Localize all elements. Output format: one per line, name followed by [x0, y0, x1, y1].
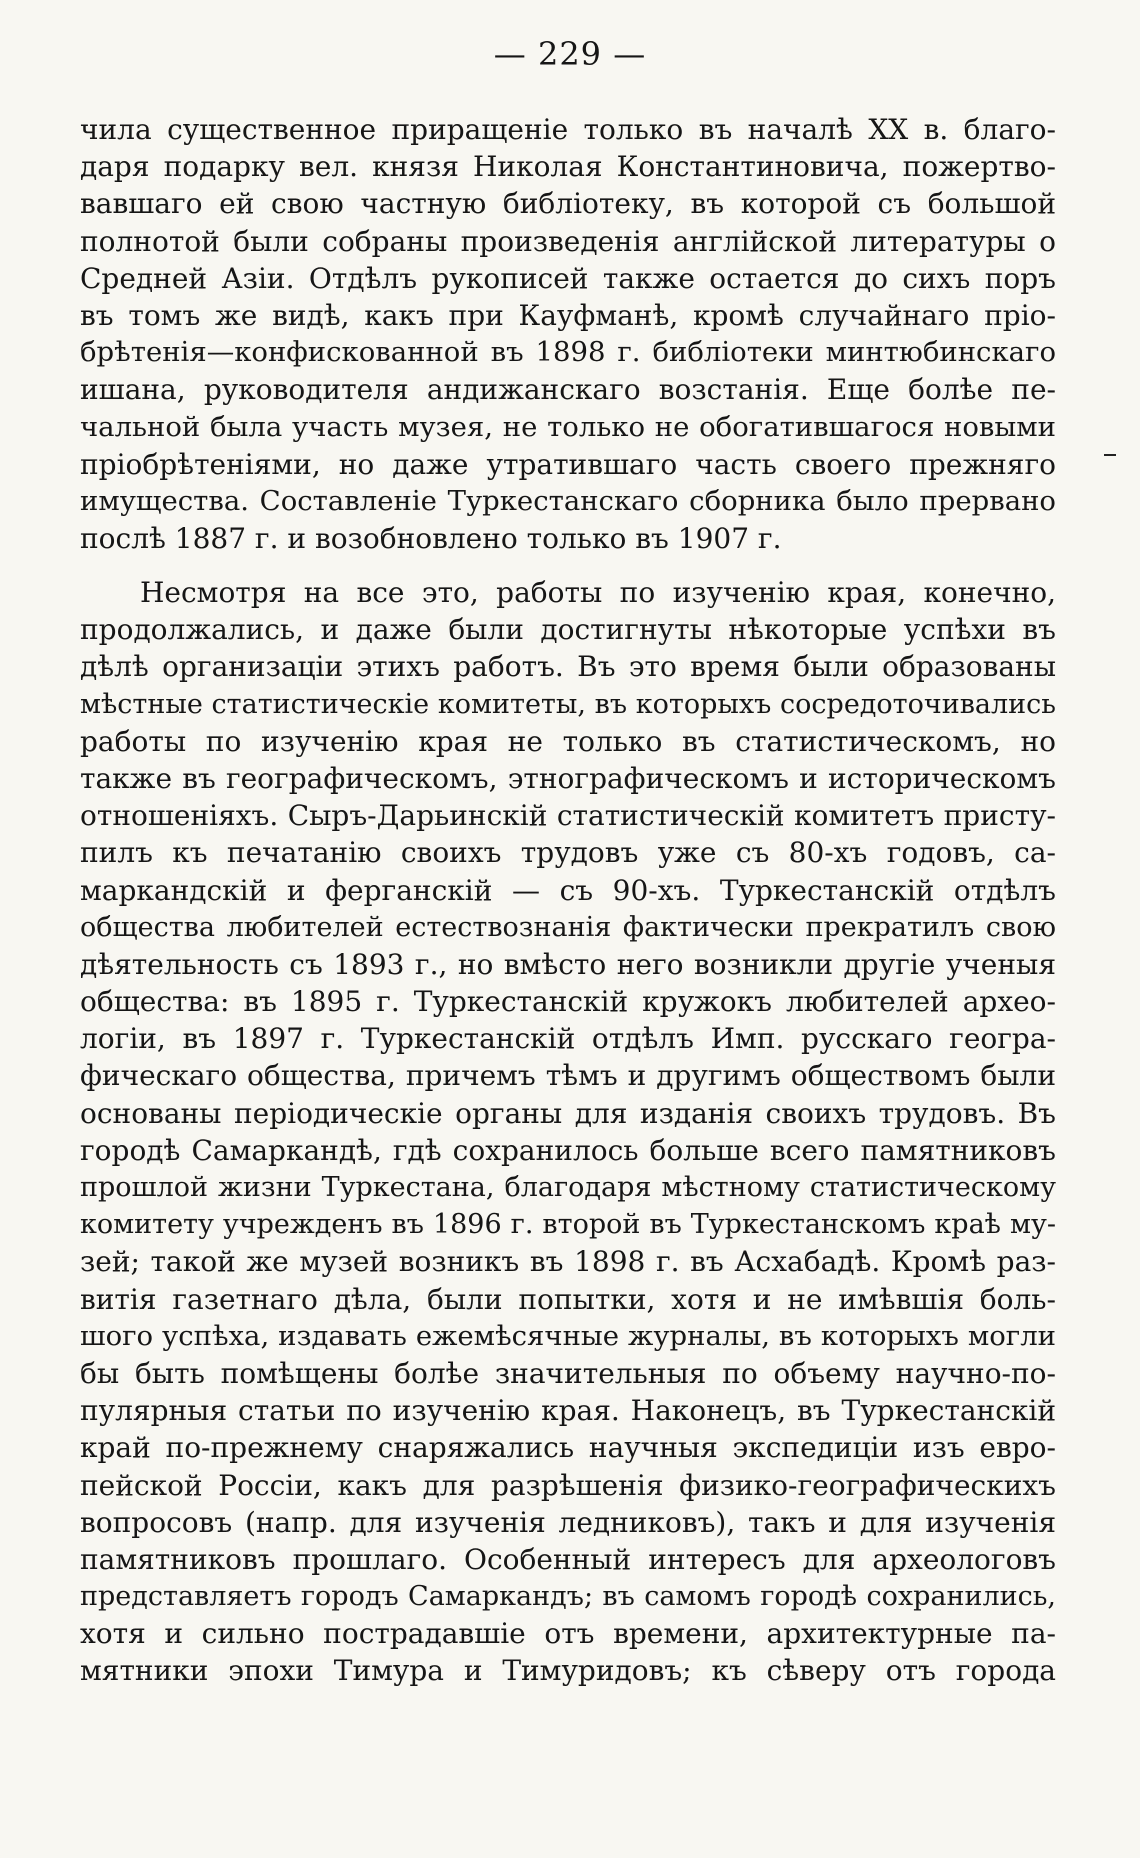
text-line: Несмотря на все это, работы по изученію края, конечно, — [140, 576, 1056, 609]
text-line: зей; такой же музей возникъ въ 1898 г. въ Асхабадѣ. Кромѣ раз- — [80, 1245, 1056, 1279]
text-line: дѣятельность съ 1893 г., но вмѣсто него возникли другіе ученыя — [80, 947, 1056, 981]
text-line: пулярныя статьи по изученію края. Наконецъ, въ Туркестанскій — [80, 1394, 1056, 1428]
text-line: пріобрѣтеніями, но даже утратившаго часть своего прежняго — [80, 447, 1056, 481]
text-line: край по-прежнему снаряжались научныя экспедиціи изъ евро- — [80, 1431, 1056, 1465]
text-line: мятники эпохи Тимура и Тимуридовъ; къ сѣверу отъ города — [80, 1654, 1056, 1688]
text-line: продолжались, и даже были достигнуты нѣкоторые успѣхи въ — [80, 613, 1056, 647]
margin-mark — [1104, 454, 1116, 456]
text-line: пилъ къ печатанію своихъ трудовъ уже съ 80-хъ годовъ, са- — [80, 836, 1056, 870]
text-line: мѣстные статистическіе комитеты, въ которыхъ сосредоточивались — [80, 688, 1056, 720]
text-line: даря подарку вел. князя Николая Константиновича, пожертво- — [80, 150, 1056, 184]
text-line: представляетъ городъ Самаркандъ; въ самомъ городѣ сохранились, — [80, 1581, 1056, 1613]
text-line: шого успѣха, издавать ежемѣсячные журналы, въ которыхъ могли — [80, 1319, 1056, 1352]
text-line: городѣ Самаркандѣ, гдѣ сохранилось больше всего памятниковъ — [80, 1133, 1056, 1167]
text-line: полнотой были собраны произведенія англійской литературы о — [80, 224, 1056, 258]
text-line: имущества. Составленіе Туркестанскаго сборника было прервано — [80, 484, 1056, 517]
text-line: бы быть помѣщены болѣе значительныя по объему научно-по- — [80, 1356, 1056, 1390]
text-line: общества: въ 1895 г. Туркестанскій кружокъ любителей архео- — [80, 985, 1056, 1019]
page-number: — 229 — — [493, 35, 647, 73]
text-line: маркандскій и ферганскій — съ 90-хъ. Туркестанскій отдѣлъ — [80, 873, 1056, 907]
text-line: отношеніяхъ. Сыръ-Дарьинскій статистическій комитетъ присту- — [80, 799, 1056, 833]
text-line: пейской Россіи, какъ для разрѣшенія физико-географическихъ — [80, 1468, 1056, 1502]
text-line: основаны періодическіе органы для изданія своихъ трудовъ. Въ — [80, 1096, 1056, 1130]
text-line: ишана, руководителя андижанскаго возстанія. Еще болѣе пе- — [80, 373, 1056, 407]
text-line: логіи, въ 1897 г. Туркестанскій отдѣлъ Имп. русскаго геогра- — [80, 1022, 1056, 1056]
text-line: чальной была участь музея, не только не обогатившагося новыми — [80, 410, 1056, 443]
paragraph-2 — [80, 574, 1056, 1690]
text-line: прошлой жизни Туркестана, благодаря мѣстному статистическому — [80, 1172, 1056, 1203]
text-line: комитету учрежденъ въ 1896 г. второй въ Туркестанскомъ краѣ му- — [80, 1209, 1056, 1241]
text-line: хотя и сильно пострадавшіе отъ времени, архитектурные па- — [80, 1617, 1056, 1651]
text-line: фическаго общества, причемъ тѣмъ и другимъ обществомъ были — [80, 1059, 1056, 1093]
text-line: памятниковъ прошлаго. Особенный интересъ для археологовъ — [80, 1542, 1056, 1576]
text-line: вавшаго ей свою частную библіотеку, въ которой съ большой — [80, 187, 1056, 221]
text-line: чила существенное приращеніе только въ началѣ XX в. благо- — [80, 113, 1056, 146]
paragraph-1 — [80, 111, 1056, 557]
text-line: вопросовъ (напр. для изученія ледниковъ), такъ и для изученія — [80, 1505, 1056, 1539]
text-line: витія газетнаго дѣла, были попытки, хотя и не имѣвшія боль- — [80, 1282, 1056, 1316]
text-line: дѣлѣ организаціи этихъ работъ. Въ это время были образованы — [80, 650, 1056, 684]
text-line: Средней Азіи. Отдѣлъ рукописей также остается до сихъ поръ — [80, 261, 1056, 295]
text-line: послѣ 1887 г. и возобновлено только въ 1907 г. — [80, 522, 782, 556]
text-line: работы по изученію края не только въ статистическомъ, но — [80, 724, 1056, 758]
text-line: въ томъ же видѣ, какъ при Кауфманѣ, кромѣ случайнаго пріо- — [80, 298, 1056, 332]
text-line: брѣтенія—конфискованной въ 1898 г. библіотеки минтюбинскаго — [80, 336, 1056, 369]
text-line: общества любителей естествознанія фактически прекратилъ свою — [80, 911, 1056, 943]
text-line: также въ географическомъ, этнографическомъ и историческомъ — [80, 761, 1056, 795]
